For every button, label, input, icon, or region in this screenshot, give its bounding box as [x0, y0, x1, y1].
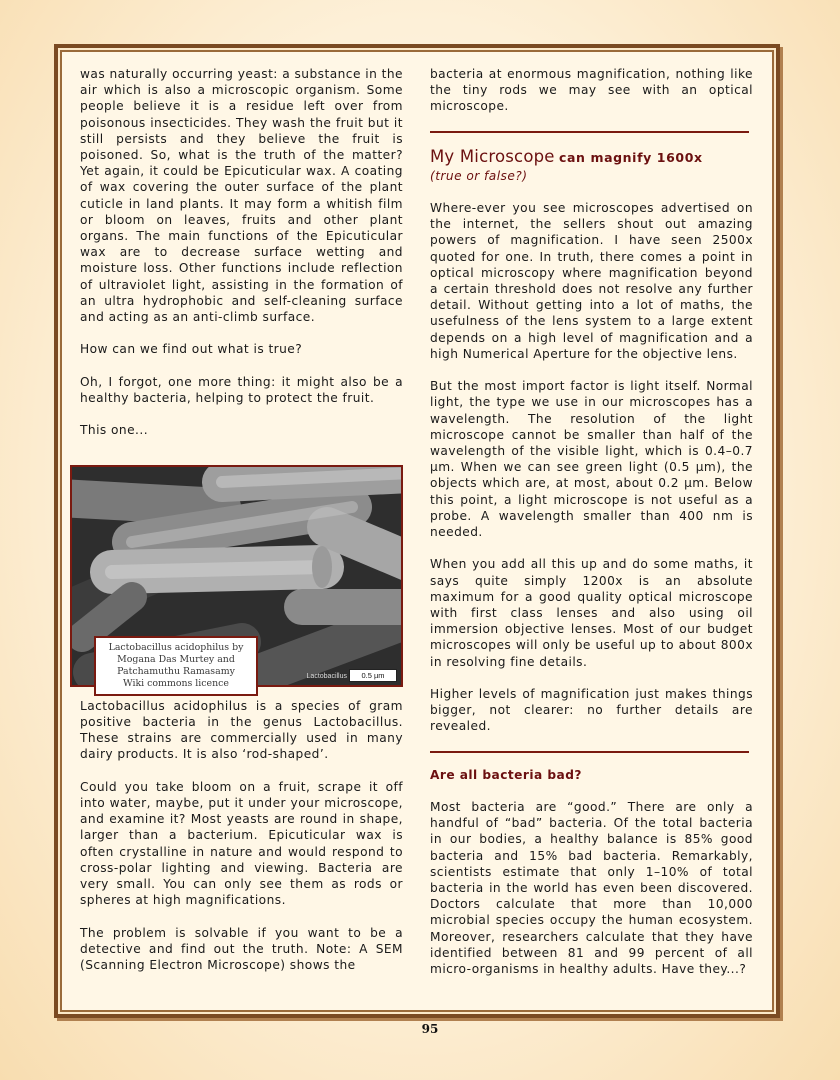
scale-bar: 0.5 µm: [349, 669, 397, 682]
paragraph: This one...: [80, 423, 149, 438]
paragraph: The problem is solvable if you want to be a detective and find out the truth. Note: A SEM (Scanning Electron Microscope) shows the: [80, 925, 403, 973]
scale-caption: Lactobacillus: [306, 673, 347, 680]
paragraph: bacteria at enormous magnification, nothing like the tiny rods we may see with an optical microscope.: [430, 67, 753, 114]
section-subheading: (true or false?): [430, 168, 528, 183]
caption-line: Lactobacillus acidophilus by: [108, 642, 244, 653]
caption-line: Mogana Das Murtey and: [117, 654, 235, 665]
section-heading: Are all bacteria bad?: [430, 767, 582, 782]
paragraph: How can we find out what is true?: [80, 342, 303, 357]
paragraph: was naturally occurring yeast: a substance in the air which is also a microscopic organism. Some people believe it is a residue left over from poisonous insecticides. They wash the fruit but it still persists and they believe the fruit is poisoned. So, what is the truth of the matter? Yet again, it could be Epicuticular wax. A coating of wax covering the outer surface of the plant cuticle in land plants. It may form a whitish film or bloom on leaves, fruits and other plant organs. The main functions of the Epicuticular wax are to decrease surface wetting and moisture loss. Other functions include reflection of ultraviolet light, assisting in the formation of an ultra hydrophobic and self-cleaning surface and acting as an anti-climb surface.: [80, 67, 403, 325]
caption-line: Wiki commons licence: [123, 678, 229, 689]
paragraph: But the most import factor is light itself. Normal light, the type we use in our microscopes has a wavelength. The resolution of the light microscope cannot be smaller than half of the wavelength of the visible light, which is 0.4–0.7 µm. When we can see green light (0.5 µm), the objects which are, at most, about 0.2 µm. Below this point, a light microscope is not useful as a probe. A wavelength smaller than 400 nm is needed.: [430, 379, 753, 540]
right-column: [430, 66, 753, 993]
page-number: 95: [421, 1022, 439, 1036]
paragraph: Where-ever you see microscopes advertised on the internet, the sellers shout out amazing powers of magnification. I have seen 2500x quoted for one. In truth, there comes a point in optical microscopy where magnification beyond a certain threshold does not resolve any further detail. Without getting into a lot of maths, the usefulness of the lens system to a large extent depends on a high level of magnification and a high Numerical Aperture for the objective lens.: [430, 201, 753, 361]
paragraph: Lactobacillus acidophilus is a species of gram positive bacteria in the genus Lactobacillus. These strains are commercially used in many dairy products. It is also ‘rod-shaped’.: [80, 698, 403, 762]
heading-main: My Microscope: [430, 146, 555, 166]
section-divider: [430, 131, 749, 133]
paragraph: Oh, I forgot, one more thing: it might also be a healthy bacteria, helping to protect the fruit.: [80, 374, 403, 406]
heading-tail: can magnify 1600x: [558, 149, 703, 165]
paragraph: Higher levels of magnification just makes things bigger, not clearer: no further details are revealed.: [430, 687, 753, 734]
caption-line: Patchamuthu Ramasamy: [117, 666, 235, 677]
figure-caption: [94, 636, 258, 696]
paragraph: When you add all this up and do some maths, it says quite simply 1200x is an absolute maximum for a good quality optical microscope with first class lenses and also using oil immersion objective lenses. Most of our budget microscopes will only be useful up to about 800x in resolving fine details.: [430, 557, 753, 669]
paragraph: Could you take bloom on a fruit, scrape it off into water, maybe, put it under your microscope, and examine it? Most yeasts are round in shape, larger than a bacterium. Epicuticular wax is often crystalline in nature and would respond to cross-polar lighting and viewing. Bacteria are very small. You can only see them as rods or spheres at high magnifications.: [80, 779, 403, 908]
paragraph: Most bacteria are “good.” There are only a handful of “bad” bacteria. Of the total bacteria in our bodies, a healthy balance is 85% good bacteria and 15% bad bacteria. Remarkably, scientists estimate that only 1–10% of total bacteria in the world has even been discovered. Doctors calculate that more than 10,000 microbial species occupy the human ecosystem. Moreover, researchers calculate that they have identified between 81 and 99 percent of all micro-organisms in healthy adults. Have they...?: [430, 800, 753, 977]
section-divider: [430, 751, 749, 753]
section-heading: [430, 147, 753, 168]
